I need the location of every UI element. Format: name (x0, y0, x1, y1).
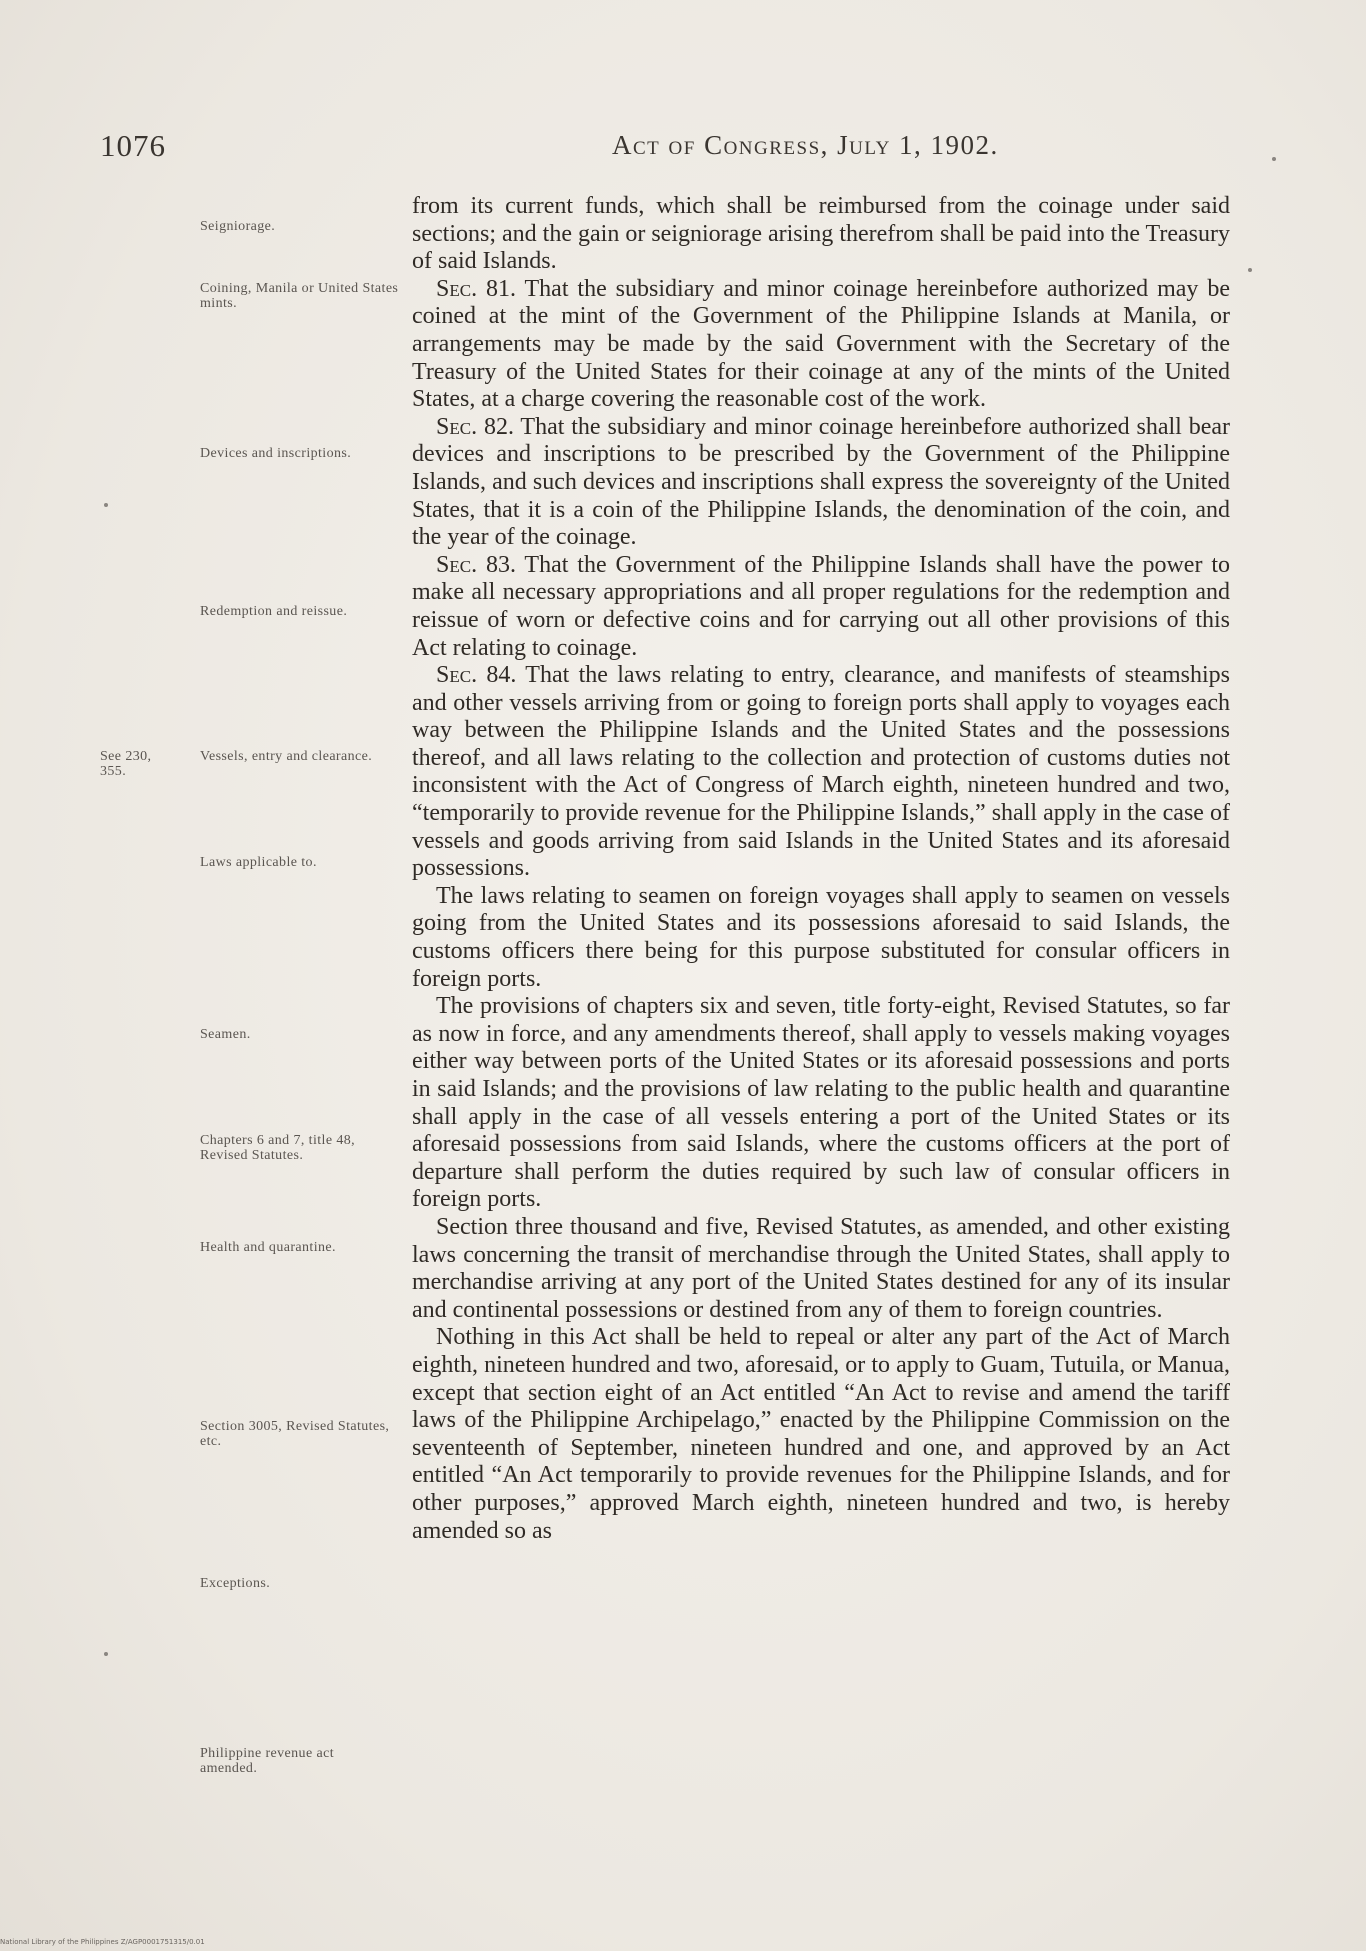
margin-note-vessels: Vessels, entry and clearance. (200, 749, 373, 764)
paragraph-text: The provisions of chapters six and seven, title forty-eight, Revised Statutes, so far as now in force, and any amendments thereof, shall apply to vessels making voyages either way between ports of the United States or its aforesaid possessions and ports in said Islands; and the provisions of law relating to the public health and quarantine shall apply in the case of all vessels entering a port of the United States or its aforesaid possessions from said Islands, where the customs officers at the port of departure shall perform the duties required by such law of consular officers in foreign ports. (412, 993, 1230, 1213)
margin-note-health: Health and quarantine. (200, 1240, 336, 1255)
margin-note-philippine-revenue: Philippine revenue act amended. (200, 1746, 334, 1776)
cross-reference-note: See 230, 355. (100, 749, 152, 779)
paragraph-sec-81 (412, 276, 1230, 414)
paragraph-text: That the subsidiary and minor coinage hereinbefore authorized may be coined at the mint of the Government of the Philippine Islands at Manila, or arrangements may be made by the said Government with the Secretary of the Treasury of the United States for their coinage at any of the mints of the United States, at a charge covering the reasonable cost of the work. (412, 275, 1230, 413)
paragraph-sec-82 (412, 414, 1230, 552)
margin-note-chapters: Chapters 6 and 7, title 48, Revised Statutes. (200, 1133, 356, 1163)
margin-note-section-3005: Section 3005, Revised Statutes, etc. (200, 1419, 390, 1449)
paragraph-text: from its current funds, which shall be reimbursed from the coinage under said sections; and the gain or seigniorage arising therefrom shall be paid into the Treasury of said Islands. (412, 193, 1230, 275)
footer-line: National Library of the Philippines Z/AGP0001751315/0.01 (0, 1938, 205, 1946)
running-head: Act of Congress, July 1, 1902. (612, 130, 999, 160)
paragraph-sec-83 (412, 552, 1230, 662)
section-label: Sec. 84. (436, 662, 517, 689)
page-number: 1076 (100, 128, 166, 163)
scan-speck (104, 503, 108, 507)
scan-speck (104, 1652, 108, 1656)
margin-note-coining: Coining, Manila or United States mints. (200, 281, 399, 311)
body-text (412, 193, 1230, 1545)
paragraph-chapters (412, 993, 1230, 1214)
paragraph-seamen (412, 883, 1230, 993)
section-label: Sec. 83. (436, 551, 516, 578)
margin-note-exceptions: Exceptions. (200, 1576, 271, 1591)
paragraph-section-3005 (412, 1214, 1230, 1324)
scan-speck (1248, 268, 1252, 272)
margin-note-seamen: Seamen. (200, 1027, 251, 1042)
paragraph-sec-84 (412, 662, 1230, 883)
paragraph-text: That the Government of the Philippine Islands shall have the power to make all necessary appropriations and all proper regulations for the redemption and reissue of worn or defective coins and for carrying out all other provisions of this Act relating to coinage. (412, 551, 1230, 661)
margin-note-devices: Devices and inscriptions. (200, 446, 352, 461)
paragraph-text: Nothing in this Act shall be held to repeal or alter any part of the Act of March eighth, nineteen hundred and two, aforesaid, or to apply to Guam, Tutuila, or Manua, except that section eight of an Act entitled “An Act to revise and amend the tariff laws of the Philippine Archipelago,” enacted by the Philippine Commission on the seventeenth of September, nineteen hundred and one, and approved by an Act entitled “An Act temporarily to provide revenues for the Philippine Islands, and for other purposes,” approved March eighth, nineteen hundred and two, is hereby amended so as (412, 1324, 1230, 1544)
paragraph (412, 193, 1230, 276)
paragraph-exceptions (412, 1324, 1230, 1545)
paragraph-text: Section three thousand and five, Revised Statutes, as amended, and other existing laws concerning the transit of merchandise through the United States, shall apply to merchandise arriving at any port of the United States destined for any of its insular and continental possessions or destined from any of them to foreign countries. (412, 1213, 1230, 1323)
scan-speck (1272, 157, 1276, 161)
margin-note-redemption: Redemption and reissue. (200, 604, 348, 619)
section-label: Sec. 81. (436, 275, 517, 302)
paragraph-text: The laws relating to seamen on foreign voyages shall apply to seamen on vessels going from the United States and its possessions aforesaid to said Islands, the customs officers there being for this purpose substituted for consular officers in foreign ports. (412, 882, 1230, 992)
section-label: Sec. 82. (436, 413, 514, 440)
margin-note-laws-applicable: Laws applicable to. (200, 855, 317, 870)
margin-note-seigniorage: Seigniorage. (200, 219, 276, 234)
paragraph-text: That the laws relating to entry, clearance, and manifests of steamships and other vessels arriving from or going to foreign ports shall apply to voyages each way between the Philippine Islands and the United States and the possessions thereof, and all laws relating to the collection and protection of customs duties not inconsistent with the Act of Congress of March eighth, nineteen hundred and two, “temporarily to provide revenue for the Philippine Islands,” shall apply in the case of vessels and goods arriving from said Islands in the United States and its aforesaid possessions. (412, 662, 1230, 882)
paragraph-text: That the subsidiary and minor coinage hereinbefore authorized shall bear devices and inscriptions to be prescribed by the Government of the Philippine Islands, and such devices and inscriptions shall express the sovereignty of the United States, that it is a coin of the Philippine Islands, the denomination of the coin, and the year of the coinage. (412, 413, 1230, 551)
